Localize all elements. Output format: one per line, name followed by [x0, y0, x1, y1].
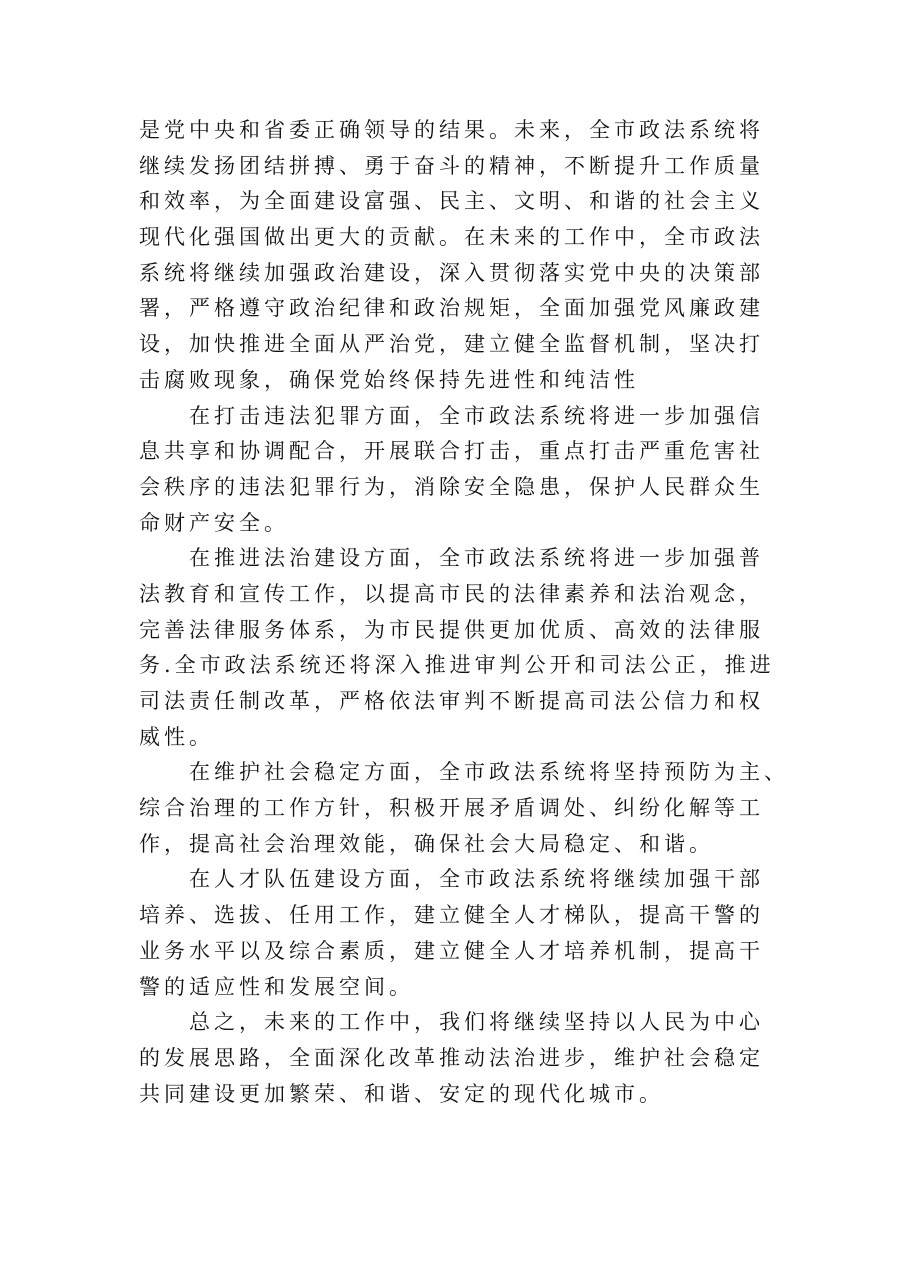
text-line: 继续发扬团结拼搏、勇于奋斗的精神，不断提升工作质量 — [139, 153, 764, 178]
text-line: 是党中央和省委正确领导的结果。未来，全市政法系统将 — [139, 118, 764, 142]
text-line: 法教育和宣传工作，以提高市民的法律素养和法治观念， — [139, 581, 764, 606]
text-line: 警的适应性和发展空间。 — [139, 974, 414, 999]
text-line: 综合治理的工作方针，积极开展矛盾调处、纠纷化解等工 — [139, 796, 764, 821]
text-line: 培养、选拔、任用工作，建立健全人才梯队，提高干警的 — [139, 903, 764, 928]
paragraph-1 — [139, 113, 787, 399]
text-line: 系统将继续加强政治建设，深入贯彻落实党中央的决策部 — [139, 260, 764, 285]
text-line: 司法责任制改革，严格依法审判不断提高司法公信力和权 — [139, 689, 764, 713]
text-line: 在打击违法犯罪方面，全市政法系统将进一步加强信 — [139, 403, 764, 428]
paragraph-6 — [139, 1005, 787, 1112]
text-line: 现代化强国做出更大的贡献。在未来的工作中，全市政法 — [139, 225, 764, 250]
text-line: 息共享和协调配合，开展联合打击，重点打击严重危害社 — [139, 439, 764, 464]
text-line: 会秩序的违法犯罪行为，消除安全隐患，保护人民群众生 — [139, 474, 764, 499]
text-line: 完善法律服务体系，为市民提供更加优质、高效的法律服 — [139, 617, 764, 642]
text-line: 的发展思路，全面深化改革推动法治进步，维护社会稳定 — [139, 1045, 764, 1070]
text-line: 作，提高社会治理效能，确保社会大局稳定、和谐。 — [139, 831, 714, 856]
paragraph-5 — [139, 862, 787, 1005]
paragraph-4 — [139, 755, 787, 862]
text-line: 设，加快推进全面从严治党，建立健全监督机制，坚决打 — [139, 332, 764, 357]
text-line: 和效率，为全面建设富强、民主、文明、和谐的社会主义 — [139, 189, 764, 214]
text-line: 威性。 — [139, 724, 214, 749]
text-line: 命财产安全。 — [139, 510, 289, 535]
text-line: 署，严格遵守政治纪律和政治规矩，全面加强党风廉政建 — [139, 296, 764, 321]
paragraph-3 — [139, 541, 787, 755]
text-line: 在人才队伍建设方面，全市政法系统将继续加强干部 — [139, 867, 764, 892]
text-line: 务.全市政法系统还将深入推进审判公开和司法公正，推进 — [139, 653, 775, 678]
document-body — [139, 113, 787, 1112]
text-line: 在维护社会稳定方面，全市政法系统将坚持预防为主、 — [139, 760, 789, 785]
text-line: 总之，未来的工作中，我们将继续坚持以人民为中心 — [139, 1010, 764, 1035]
text-line: 击腐败现象，确保党始终保持先进性和纯洁性 — [139, 367, 639, 392]
text-line: 共同建设更加繁荣、和谐、安定的现代化城市。 — [139, 1081, 664, 1106]
paragraph-2 — [139, 399, 787, 542]
text-line: 在推进法治建设方面，全市政法系统将进一步加强普 — [139, 546, 764, 571]
text-line: 业务水平以及综合素质，建立健全人才培养机制，提高干 — [139, 938, 764, 963]
